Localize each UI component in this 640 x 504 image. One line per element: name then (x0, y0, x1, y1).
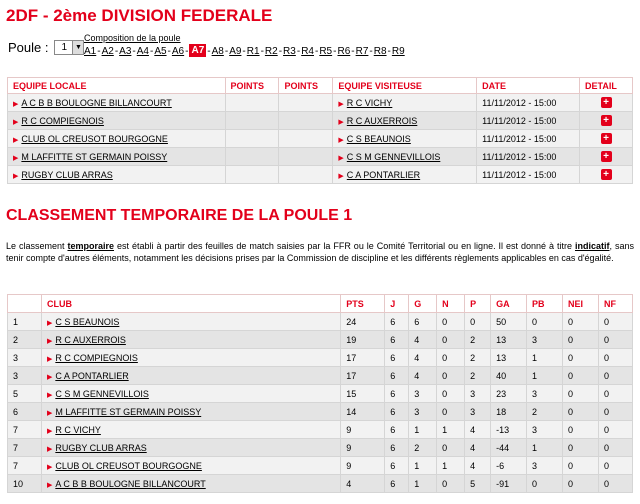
g-cell: 6 (409, 313, 437, 331)
ga-cell: -44 (491, 439, 527, 457)
home-team-link[interactable]: M LAFFITTE ST GERMAIN POISSY (21, 151, 168, 162)
club-cell (41, 385, 340, 403)
pts-cell: 15 (341, 385, 385, 403)
ga-cell: -6 (491, 457, 527, 475)
home-points-cell (225, 130, 279, 148)
group-link-a7[interactable]: A7 (191, 45, 205, 56)
j-cell: 6 (385, 475, 409, 493)
p-cell: 0 (465, 313, 491, 331)
home-team-cell (8, 94, 226, 112)
home-team-link[interactable]: A C B B BOULOGNE BILLANCOURT (21, 97, 172, 108)
nf-cell: 0 (598, 349, 632, 367)
group-separator: - (132, 46, 136, 57)
bullet-icon: ▶ (46, 481, 53, 489)
pts-cell: 9 (341, 421, 385, 439)
nei-cell: 0 (563, 439, 599, 457)
group-link-r7[interactable]: R7 (355, 46, 369, 57)
bullet-icon: ▶ (13, 154, 19, 162)
j-cell: 6 (385, 349, 409, 367)
header-home: EQUIPE LOCALE (8, 78, 226, 94)
group-separator: - (278, 46, 283, 57)
bullet-icon: ▶ (13, 136, 19, 144)
bullet-icon: ▶ (46, 409, 53, 417)
p-cell: 2 (465, 331, 491, 349)
ga-cell: 13 (491, 349, 527, 367)
group-link-a6[interactable]: A6 (171, 46, 185, 57)
ga-cell: 40 (491, 367, 527, 385)
pts-cell: 9 (341, 439, 385, 457)
club-cell (41, 439, 340, 457)
detail-cell (580, 112, 633, 130)
pb-cell: 3 (527, 421, 563, 439)
club-cell (41, 475, 340, 493)
classement-description (6, 240, 634, 264)
header-date: DATE (477, 78, 580, 94)
detail-cell (580, 166, 633, 184)
group-separator: - (114, 46, 119, 57)
nei-cell: 0 (563, 475, 599, 493)
p-cell: 3 (465, 403, 491, 421)
rank-cell: 7 (8, 457, 42, 475)
header-p: P (465, 295, 491, 313)
n-cell: 0 (437, 331, 465, 349)
bullet-icon: ▶ (13, 172, 19, 180)
j-cell: 6 (385, 385, 409, 403)
ranking-row (8, 457, 633, 475)
home-team-cell (8, 130, 226, 148)
club-cell (41, 421, 340, 439)
header-detail: DETAIL (580, 78, 633, 94)
group-separator: - (296, 46, 301, 57)
group-link-a1[interactable]: A1 (84, 46, 97, 57)
group-link-r4[interactable]: R4 (301, 46, 314, 57)
match-row (8, 130, 633, 148)
nf-cell: 0 (598, 475, 632, 493)
n-cell: 0 (437, 439, 465, 457)
group-separator: - (185, 46, 189, 57)
header-away: EQUIPE VISITEUSE (333, 78, 477, 94)
p-cell: 5 (465, 475, 491, 493)
g-cell: 4 (409, 367, 437, 385)
group-separator: - (314, 46, 319, 57)
j-cell: 6 (385, 313, 409, 331)
header-pts: PTS (341, 295, 385, 313)
nf-cell: 0 (598, 385, 632, 403)
ranking-row (8, 439, 633, 457)
n-cell: 0 (437, 313, 465, 331)
home-points-cell (225, 148, 279, 166)
pb-cell: 0 (527, 313, 563, 331)
group-link-r5[interactable]: R5 (319, 46, 333, 57)
group-separator: - (242, 46, 246, 57)
club-cell (41, 313, 340, 331)
pb-cell: 0 (527, 475, 563, 493)
club-cell (41, 457, 340, 475)
j-cell: 6 (385, 457, 409, 475)
ranking-row (8, 367, 633, 385)
club-link[interactable]: RUGBY CLUB ARRAS (55, 442, 147, 453)
bullet-icon: ▶ (46, 463, 53, 471)
p-cell: 3 (465, 385, 491, 403)
club-cell (41, 367, 340, 385)
home-points-cell (225, 166, 279, 184)
club-link[interactable]: CLUB OL CREUSOT BOURGOGNE (55, 460, 202, 471)
away-team-link[interactable]: C A PONTARLIER (346, 169, 421, 180)
nei-cell: 0 (563, 313, 599, 331)
pb-cell: 1 (527, 349, 563, 367)
away-team-cell (333, 148, 477, 166)
header-g: G (409, 295, 437, 313)
bullet-icon: ▶ (46, 337, 53, 345)
club-link[interactable]: C S M GENNEVILLOIS (55, 388, 149, 399)
nf-cell: 0 (598, 403, 632, 421)
header-n: N (437, 295, 465, 313)
group-link-r2[interactable]: R2 (264, 46, 278, 57)
detail-cell (580, 148, 633, 166)
date-cell: 11/11/2012 - 15:00 (477, 94, 580, 112)
plus-icon[interactable]: + (601, 151, 612, 162)
date-cell: 11/11/2012 - 15:00 (477, 130, 580, 148)
group-separator: - (149, 46, 154, 57)
club-link[interactable]: M LAFFITTE ST GERMAIN POISSY (55, 406, 202, 417)
chevron-down-icon[interactable]: ▼ (72, 41, 83, 54)
pb-cell: 2 (527, 403, 563, 421)
p-cell: 2 (465, 349, 491, 367)
pts-cell: 9 (341, 457, 385, 475)
ranking-row (8, 313, 633, 331)
home-team-link[interactable]: CLUB OL CREUSOT BOURGOGNE (21, 133, 168, 144)
group-link-r6[interactable]: R6 (337, 46, 351, 57)
ranking-row (8, 385, 633, 403)
rank-cell: 7 (8, 439, 42, 457)
n-cell: 0 (437, 349, 465, 367)
nf-cell: 0 (598, 331, 632, 349)
group-separator: - (333, 46, 337, 57)
group-link-r1[interactable]: R1 (246, 46, 260, 57)
matches-header-row (8, 78, 633, 94)
away-points-cell (279, 148, 333, 166)
away-team-link[interactable]: R C AUXERROIS (346, 115, 418, 126)
p-cell: 2 (465, 367, 491, 385)
plus-icon[interactable]: + (601, 169, 612, 180)
pb-cell: 3 (527, 385, 563, 403)
n-cell: 0 (437, 367, 465, 385)
group-link-r9[interactable]: R9 (391, 46, 405, 57)
n-cell: 1 (437, 421, 465, 439)
poule-select-value: 1 (61, 42, 68, 53)
away-points-cell (279, 130, 333, 148)
group-link-a4[interactable]: A4 (136, 46, 149, 57)
header-home-points: POINTS (225, 78, 279, 94)
classement-title: CLASSEMENT TEMPORAIRE DE LA POULE 1 (6, 207, 353, 224)
g-cell: 1 (409, 475, 437, 493)
bullet-icon: ▶ (338, 118, 344, 126)
nei-cell: 0 (563, 349, 599, 367)
para-bold-temporaire: temporaire (67, 241, 115, 251)
nei-cell: 0 (563, 421, 599, 439)
n-cell: 0 (437, 475, 465, 493)
away-points-cell (279, 94, 333, 112)
j-cell: 6 (385, 403, 409, 421)
group-separator: - (260, 46, 264, 57)
group-separator: - (369, 46, 373, 57)
pts-cell: 17 (341, 367, 385, 385)
pts-cell: 17 (341, 349, 385, 367)
away-team-link[interactable]: C S BEAUNOIS (346, 133, 411, 144)
bullet-icon: ▶ (46, 319, 53, 327)
group-link-a8[interactable]: A8 (211, 46, 224, 57)
j-cell: 6 (385, 331, 409, 349)
rank-cell: 3 (8, 349, 42, 367)
home-team-link[interactable]: R C COMPIEGNOIS (21, 115, 104, 126)
detail-cell (580, 130, 633, 148)
home-team-cell (8, 166, 226, 184)
pb-cell: 3 (527, 457, 563, 475)
header-j: J (385, 295, 409, 313)
club-link[interactable]: A C B B BOULOGNE BILLANCOURT (55, 478, 206, 489)
pts-cell: 19 (341, 331, 385, 349)
header-nf: NF (598, 295, 632, 313)
composition-link-wrap (84, 33, 181, 43)
g-cell: 1 (409, 457, 437, 475)
group-link-r8[interactable]: R8 (373, 46, 387, 57)
match-row (8, 148, 633, 166)
page-title: 2DF - 2ème DIVISION FEDERALE (6, 6, 273, 25)
away-points-cell (279, 112, 333, 130)
bullet-icon: ▶ (13, 118, 19, 126)
bullet-icon: ▶ (338, 154, 344, 162)
club-link[interactable]: R C COMPIEGNOIS (55, 352, 138, 363)
group-link-a9[interactable]: A9 (229, 46, 242, 57)
plus-icon[interactable]: + (601, 97, 612, 108)
g-cell: 1 (409, 421, 437, 439)
bullet-icon: ▶ (338, 100, 344, 108)
group-separator: - (224, 46, 229, 57)
nf-cell: 0 (598, 439, 632, 457)
nei-cell: 0 (563, 331, 599, 349)
ga-cell: -13 (491, 421, 527, 439)
date-cell: 11/11/2012 - 15:00 (477, 166, 580, 184)
g-cell: 3 (409, 385, 437, 403)
nei-cell: 0 (563, 457, 599, 475)
ga-cell: 13 (491, 331, 527, 349)
rank-cell: 10 (8, 475, 42, 493)
j-cell: 6 (385, 439, 409, 457)
home-team-link[interactable]: RUGBY CLUB ARRAS (21, 169, 113, 180)
para-text-3: , sans tenir compte d'autres éléments, notamment les décisions prises par la Commission de discipline et les différents règlements applicables en cas d'égalité. (6, 241, 634, 263)
club-cell (41, 403, 340, 421)
detail-cell (580, 94, 633, 112)
bullet-icon: ▶ (338, 172, 344, 180)
para-text-2: est établi à partir des feuilles de match saisies par la FFR ou le Comité Territorial ou en ligne. Il est donné à titre (114, 241, 575, 251)
nei-cell: 0 (563, 403, 599, 421)
group-separator: - (167, 46, 171, 57)
away-team-cell (333, 112, 477, 130)
rank-cell: 7 (8, 421, 42, 439)
rank-cell: 6 (8, 403, 42, 421)
pb-cell: 1 (527, 439, 563, 457)
composition-link[interactable]: Composition de la poule (84, 33, 181, 43)
club-cell (41, 349, 340, 367)
bullet-icon: ▶ (46, 427, 53, 435)
header-ga: GA (491, 295, 527, 313)
away-team-link[interactable]: R C VICHY (346, 97, 393, 108)
ga-cell: 23 (491, 385, 527, 403)
p-cell: 4 (465, 457, 491, 475)
ranking-row (8, 403, 633, 421)
nf-cell: 0 (598, 313, 632, 331)
group-separator: - (351, 46, 355, 57)
poule-select[interactable] (54, 40, 84, 55)
nf-cell: 0 (598, 457, 632, 475)
j-cell: 6 (385, 367, 409, 385)
plus-icon[interactable]: + (601, 115, 612, 126)
j-cell: 6 (385, 421, 409, 439)
ranking-table (7, 294, 633, 493)
home-team-cell (8, 148, 226, 166)
group-link-r3[interactable]: R3 (283, 46, 296, 57)
ranking-row (8, 331, 633, 349)
home-team-cell (8, 112, 226, 130)
nf-cell: 0 (598, 367, 632, 385)
ga-cell: 18 (491, 403, 527, 421)
rank-cell: 2 (8, 331, 42, 349)
header-nei: NEI (563, 295, 599, 313)
match-row (8, 166, 633, 184)
rank-cell: 3 (8, 367, 42, 385)
header-club: CLUB (41, 295, 340, 313)
bullet-icon: ▶ (338, 136, 344, 144)
date-cell: 11/11/2012 - 15:00 (477, 148, 580, 166)
n-cell: 0 (437, 403, 465, 421)
pb-cell: 1 (527, 367, 563, 385)
plus-icon[interactable]: + (601, 133, 612, 144)
header-pb: PB (527, 295, 563, 313)
pb-cell: 3 (527, 331, 563, 349)
club-link[interactable]: C A PONTARLIER (55, 370, 129, 381)
bullet-icon: ▶ (46, 391, 53, 399)
n-cell: 1 (437, 457, 465, 475)
club-link[interactable]: C S BEAUNOIS (55, 316, 120, 327)
ga-cell: -91 (491, 475, 527, 493)
bullet-icon: ▶ (46, 355, 53, 363)
ranking-row (8, 421, 633, 439)
g-cell: 4 (409, 331, 437, 349)
g-cell: 3 (409, 403, 437, 421)
pts-cell: 24 (341, 313, 385, 331)
pts-cell: 4 (341, 475, 385, 493)
n-cell: 0 (437, 385, 465, 403)
bullet-icon: ▶ (46, 373, 53, 381)
nei-cell: 0 (563, 367, 599, 385)
bullet-icon: ▶ (13, 100, 19, 108)
p-cell: 4 (465, 439, 491, 457)
home-points-cell (225, 112, 279, 130)
rank-cell: 5 (8, 385, 42, 403)
rank-cell: 1 (8, 313, 42, 331)
para-text-1: Le classement (6, 241, 68, 251)
home-points-cell (225, 94, 279, 112)
group-separator: - (387, 46, 391, 57)
group-separator: - (207, 46, 211, 57)
group-links (84, 46, 405, 57)
poule-label: Poule : (8, 40, 49, 55)
group-link-a2[interactable]: A2 (101, 46, 114, 57)
away-points-cell (279, 166, 333, 184)
g-cell: 4 (409, 349, 437, 367)
away-team-cell (333, 94, 477, 112)
poule-selector-row (8, 40, 84, 55)
match-row (8, 94, 633, 112)
p-cell: 4 (465, 421, 491, 439)
matches-table (7, 77, 633, 184)
para-bold-indicatif: indicatif (574, 241, 610, 251)
pts-cell: 14 (341, 403, 385, 421)
date-cell: 11/11/2012 - 15:00 (477, 112, 580, 130)
ranking-row (8, 475, 633, 493)
ranking-row (8, 349, 633, 367)
ranking-header-row (8, 295, 633, 313)
header-rank (8, 295, 42, 313)
nei-cell: 0 (563, 385, 599, 403)
away-team-link[interactable]: C S M GENNEVILLOIS (346, 151, 441, 162)
away-team-cell (333, 166, 477, 184)
ga-cell: 50 (491, 313, 527, 331)
away-team-cell (333, 130, 477, 148)
club-link[interactable]: R C VICHY (55, 424, 101, 435)
club-link[interactable]: R C AUXERROIS (55, 334, 126, 345)
group-link-a5[interactable]: A5 (154, 46, 167, 57)
header-away-points: POINTS (279, 78, 333, 94)
group-link-a3[interactable]: A3 (119, 46, 132, 57)
match-row (8, 112, 633, 130)
club-cell (41, 331, 340, 349)
nf-cell: 0 (598, 421, 632, 439)
group-separator: - (97, 46, 101, 57)
g-cell: 2 (409, 439, 437, 457)
bullet-icon: ▶ (46, 445, 53, 453)
